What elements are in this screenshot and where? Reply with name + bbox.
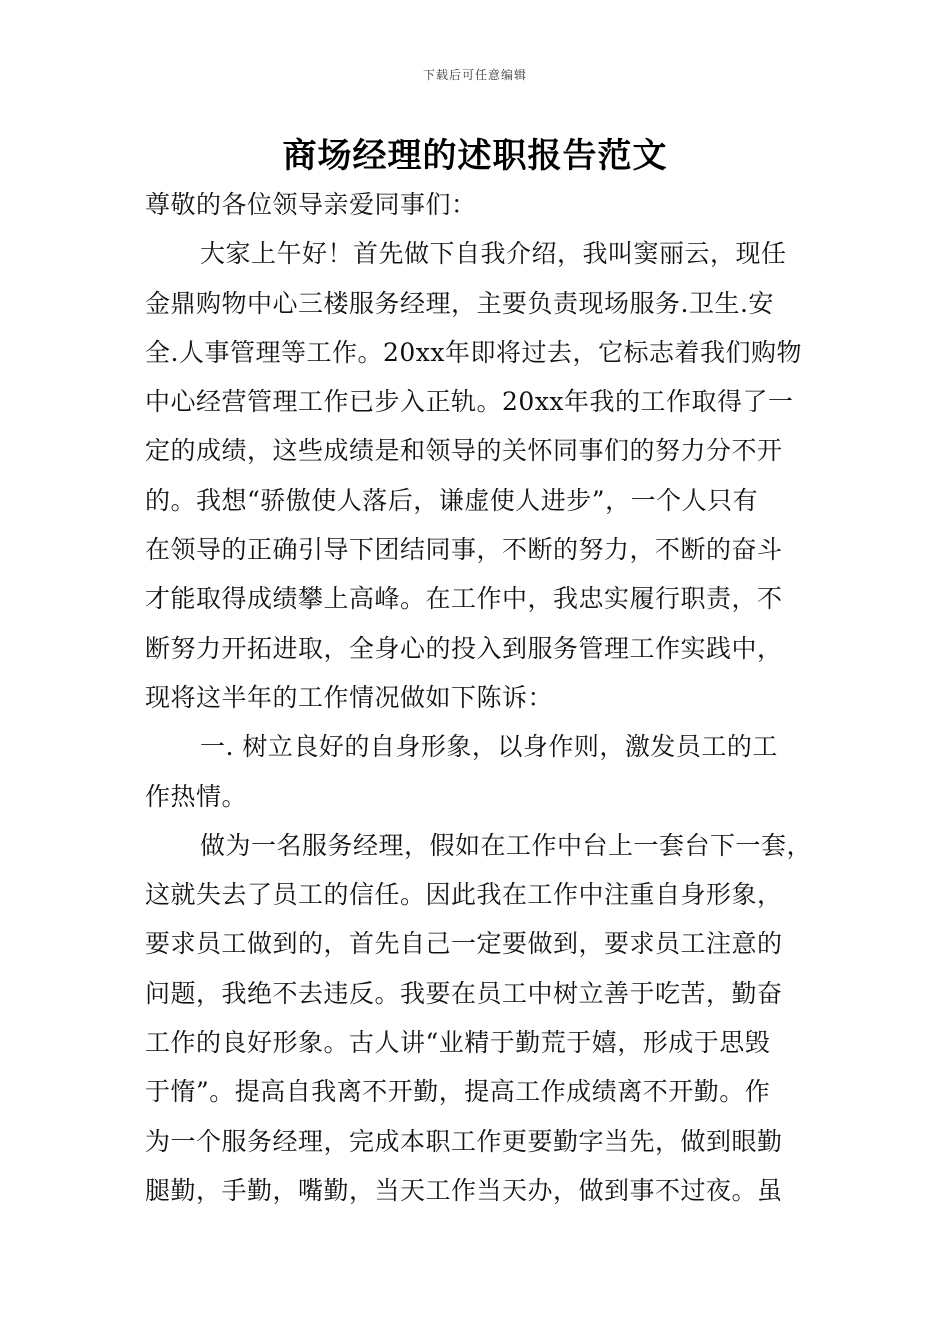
paragraph-line: 工作的良好形象。古人讲“业精于勤荒于嬉，形成于思毁 <box>145 1028 771 1058</box>
paragraph-line: 的。我想“骄傲使人落后，谦虚使人进步”，一个人只有 <box>145 485 759 515</box>
section-heading-line: 作热情。 <box>145 781 248 811</box>
section-heading-line: 一. 树立良好的自身形象，以身作则，激发员工的工 <box>200 732 778 762</box>
document-title: 商场经理的述职报告范文 <box>282 136 668 176</box>
paragraph-line: 这就失去了员工的信任。因此我在工作中注重自身形象， <box>145 880 783 910</box>
document-body <box>145 180 815 1215</box>
salutation-line: 尊敬的各位领导亲爱同事们： <box>145 190 477 219</box>
paragraph-line: 中心经营管理工作已步入正轨。20xx年我的工作取得了一 <box>145 387 794 417</box>
paragraph-line: 为一个服务经理，完成本职工作更要勤字当先，做到眼勤 <box>145 1126 783 1156</box>
paragraph-line: 才能取得成绩攀上高峰。在工作中，我忠实履行职责，不 <box>145 584 783 614</box>
paragraph-line: 在领导的正确引导下团结同事，不断的努力，不断的奋斗 <box>145 535 783 565</box>
paragraph-line: 腿勤，手勤，嘴勤，当天工作当天办，做到事不过夜。虽 <box>145 1175 783 1205</box>
paragraph-line: 断努力开拓进取，全身心的投入到服务管理工作实践中， <box>145 633 783 663</box>
paragraph-line: 于惰”。提高自我离不开勤，提高工作成绩离不开勤。作 <box>145 1077 771 1107</box>
paragraph-line: 定的成绩，这些成绩是和领导的关怀同事们的努力分不开 <box>145 436 783 466</box>
paragraph-line: 要求员工做到的，首先自己一定要做到，要求员工注意的 <box>145 929 783 959</box>
paragraph-line: 现将这半年的工作情况做如下陈诉： <box>145 682 554 712</box>
paragraph-line: 全.人事管理等工作。20xx年即将过去，它标志着我们购物 <box>145 337 802 367</box>
paragraph-line: 金鼎购物中心三楼服务经理，主要负责现场服务.卫生.安 <box>145 288 774 318</box>
header-note: 下载后可任意编辑 <box>422 68 527 82</box>
paragraph-line: 做为一名服务经理，假如在工作中台上一套台下一套， <box>200 830 813 860</box>
paragraph-line: 问题，我绝不去违反。我要在员工中树立善于吃苦，勤奋 <box>145 978 783 1008</box>
paragraph-line: 大家上午好！首先做下自我介绍，我叫窦丽云，现任 <box>200 239 787 269</box>
